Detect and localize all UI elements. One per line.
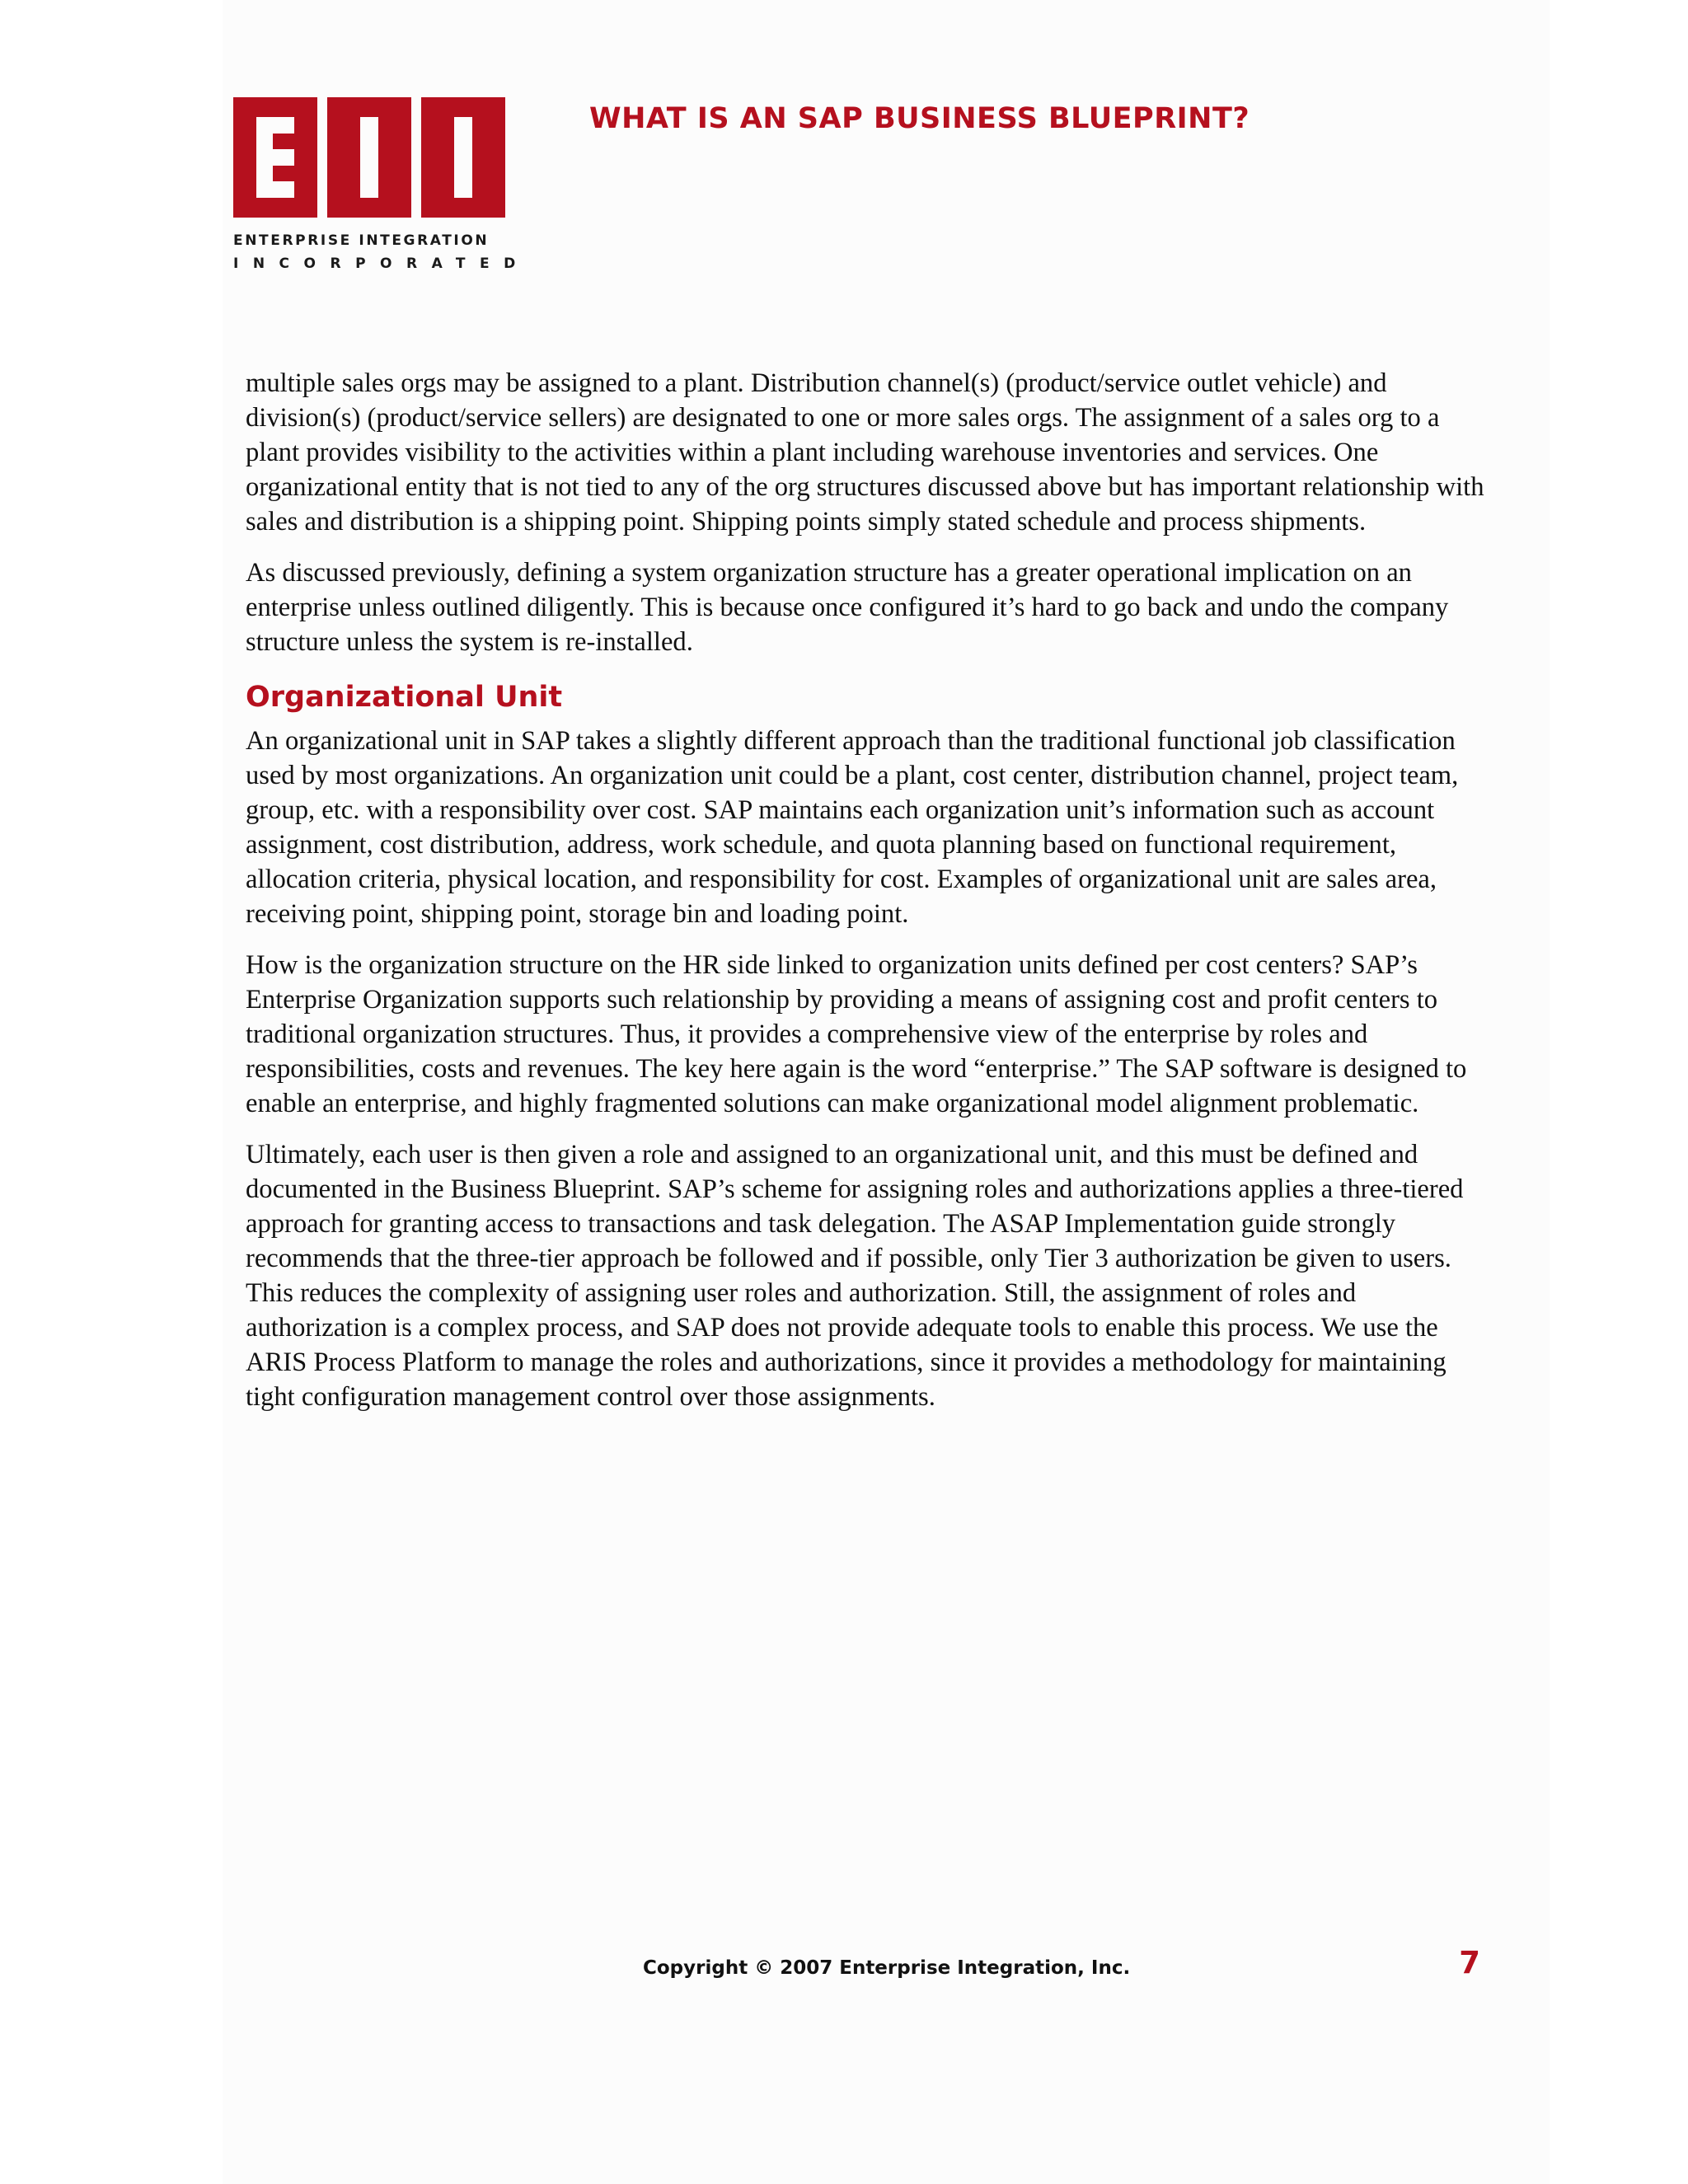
section-heading-organizational-unit: Organizational Unit <box>246 681 563 714</box>
paragraph-roles-authorizations: Ultimately, each user is then given a role and assigned to an organizational unit, and this must be defined and documented in the Business Blueprint. SAP’s scheme for assigning roles and authorizations applies a three-tiered approach for granting access to transactions and task delegation. The ASAP Implementation guide strongly recommends that the three-tier approach be followed and if possible, only Tier 3 authorization be given to users. This reduces the complexity of assigning user roles and authorization. Still, the assignment of roles and authorization is a complex process, and SAP does not provide adequate tools to enable this process. We use the ARIS Process Platform to manage the roles and authorizations, since it provides a methodology for maintaining tight configuration management control over those assignments. <box>246 1140 1464 1412</box>
page-number: 7 <box>1459 1945 1480 1980</box>
logo-letter-i-first <box>327 97 411 218</box>
paragraph-hr-linkage: How is the organization structure on the HR side linked to organization units defined per cost centers? SAP’s Enterprise Organization supports such relationship by providing a means of assigning cost and profit centers to traditional organization structures. Thus, it provides a comprehensive view of the enterprise by roles and responsibilities, costs and revenues. The key here again is the word “enterprise.” The SAP software is designed to enable an enterprise, and highly fragmented solutions can make organizational model alignment problematic. <box>246 950 1467 1118</box>
document-header-title: WHAT IS AN SAP BUSINESS BLUEPRINT? <box>589 102 1250 135</box>
company-logo <box>233 97 530 272</box>
logo-letter-i-second <box>421 97 505 218</box>
paragraph-org-structure: As discussed previously, defining a system organization structure has a greater operational implication on an enterprise unless outlined diligently. This is because once configured it’s hard to go back and undo the company structure unless the system is re-installed. <box>246 558 1449 657</box>
logo-letter-e <box>233 97 317 218</box>
document-body <box>246 366 1486 1431</box>
logo-letters <box>233 97 505 218</box>
logo-incorporated: INCORPORATED <box>233 255 530 272</box>
paragraph-sales-orgs: multiple sales orgs may be assigned to a plant. Distribution channel(s) (product/service outlet vehicle) and division(s) (product/service sellers) are designated to one or more sales orgs. The assignment of a sales org to a plant provides visibility to the activities within a plant including warehouse inventories and services. One organizational entity that is not tied to any of the org structures discussed above but has important relationship with sales and distribution is a shipping point. Shipping points simply stated schedule and process shipments. <box>246 368 1484 537</box>
footer-copyright: Copyright © 2007 Enterprise Integration, Inc. <box>643 1957 1131 1979</box>
logo-company-name: ENTERPRISE INTEGRATION <box>233 232 490 249</box>
paragraph-org-unit-definition: An organizational unit in SAP takes a slightly different approach than the traditional functional job classification used by most organizations. An organization unit could be a plant, cost center, distribution channel, project team, group, etc. with a responsibility over cost. SAP maintains each organization unit’s information such as account assignment, cost distribution, address, work schedule, and quota planning based on functional requirement, allocation criteria, physical location, and responsibility for cost. Examples of organizational unit are sales area, receiving point, shipping point, storage bin and loading point. <box>246 726 1459 929</box>
